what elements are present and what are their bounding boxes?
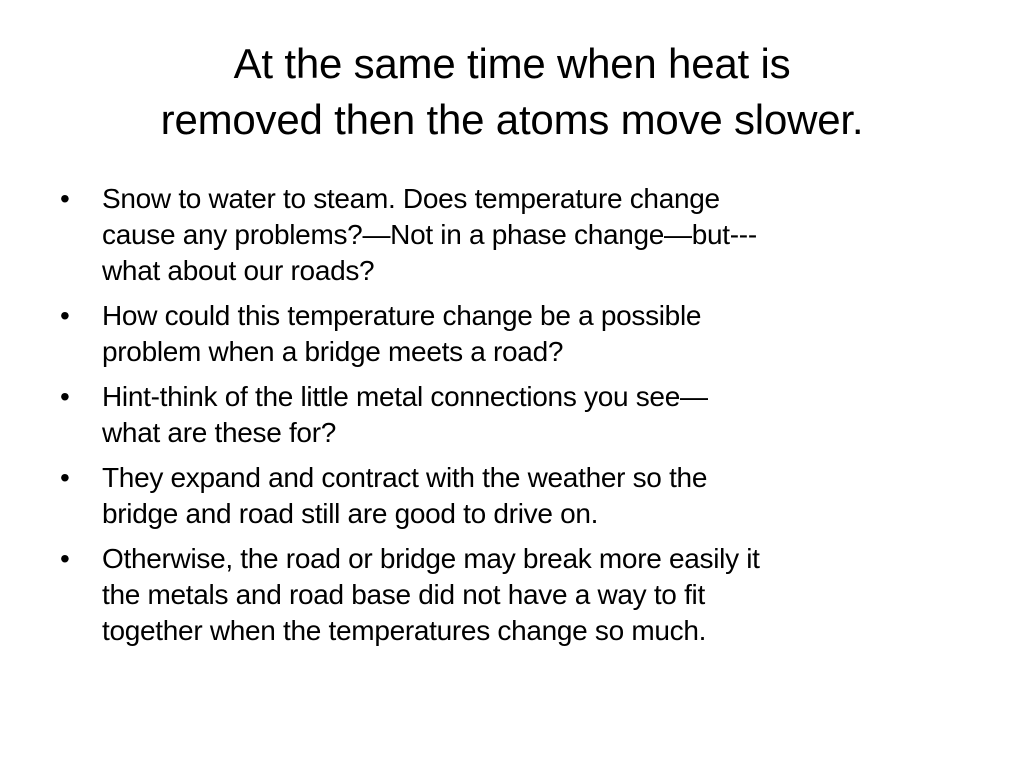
slide-title-line: At the same time when heat is [233, 40, 791, 87]
bullet-item [58, 181, 968, 289]
bullet-line: How could this temperature change be a possible [102, 300, 702, 331]
bullet-line: bridge and road still are good to drive on. [102, 498, 599, 529]
bullet-line: problem when a bridge meets a road? [102, 336, 564, 367]
bullet-line: what about our roads? [102, 255, 375, 286]
bullet-line: cause any problems?—Not in a phase change—but--- [102, 219, 757, 250]
bullet-dot-icon: • [60, 300, 70, 331]
bullet-line: what are these for? [102, 417, 336, 448]
bullet-item [58, 379, 968, 451]
bullet-item [58, 541, 968, 649]
bullet-line: Hint-think of the little metal connections you see— [102, 381, 708, 412]
slide-title-line: removed then the atoms move slower. [160, 96, 864, 143]
bullet-list [58, 181, 968, 658]
bullet-item [58, 460, 968, 532]
bullet-line: Otherwise, the road or bridge may break more easily it [102, 543, 760, 574]
bullet-line: They expand and contract with the weather so the [102, 462, 708, 493]
bullet-dot-icon: • [60, 543, 70, 574]
bullet-dot-icon: • [60, 462, 70, 493]
bullet-item [58, 298, 968, 370]
slide-title [40, 36, 984, 148]
bullet-dot-icon: • [60, 381, 70, 412]
bullet-line: Snow to water to steam. Does temperature change [102, 183, 720, 214]
bullet-line: together when the temperatures change so much. [102, 615, 707, 646]
bullet-dot-icon: • [60, 183, 70, 214]
bullet-line: the metals and road base did not have a way to fit [102, 579, 705, 610]
